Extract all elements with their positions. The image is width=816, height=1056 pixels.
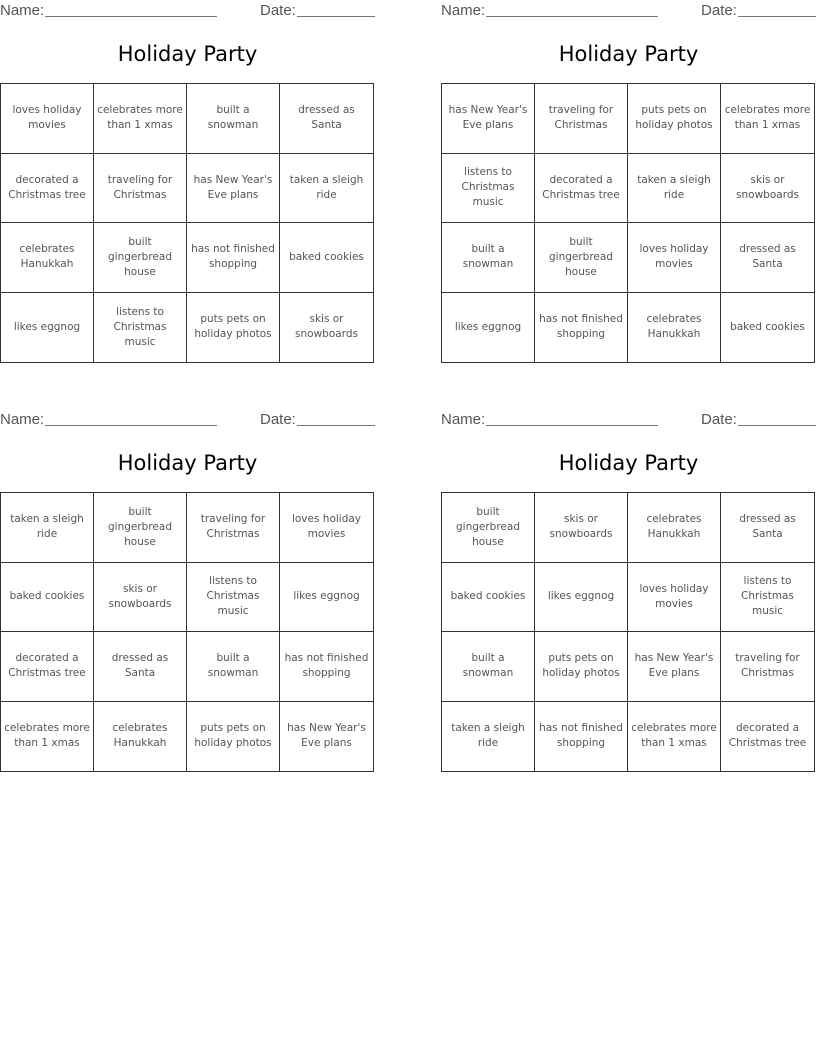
bingo-cell[interactable]: skis or snowboards — [295, 313, 358, 341]
bingo-cell[interactable]: taken a sleigh ride — [628, 154, 721, 224]
bingo-cell[interactable]: likes eggnog — [535, 563, 628, 633]
bingo-cell[interactable]: skis or snowboards — [94, 563, 187, 633]
name-label: Name: — [441, 411, 486, 428]
bingo-cell[interactable]: built a snowman — [442, 632, 535, 702]
bingo-cell[interactable]: has New Year's Eve plans — [442, 84, 535, 154]
bingo-grid — [441, 83, 815, 363]
bingo-cell[interactable]: decorated a Christmas tree — [1, 154, 94, 224]
bingo-card-1 — [0, 0, 375, 365]
bingo-cell[interactable]: skis or snowboards — [535, 493, 628, 563]
bingo-cell[interactable]: has New Year's Eve plans — [187, 154, 280, 224]
name-label: Name: — [0, 2, 45, 19]
date-label: Date: — [260, 411, 296, 428]
card-header — [441, 0, 816, 20]
bingo-cell[interactable]: has New Year's Eve plans — [628, 632, 721, 702]
name-label: Name: — [0, 411, 45, 428]
date-blank-line[interactable] — [738, 425, 816, 426]
bingo-cell[interactable]: traveling for Christmas — [187, 493, 280, 563]
bingo-cell[interactable]: dressed as Santa — [280, 84, 373, 154]
card-header — [0, 409, 375, 429]
bingo-cell[interactable]: decorated a Christmas tree — [535, 154, 628, 224]
bingo-cell[interactable]: built gingerbread house — [535, 223, 628, 293]
bingo-cell[interactable]: celebrates more than 1 xmas — [1, 702, 94, 772]
bingo-cell[interactable]: celebrates Hanukkah — [1, 223, 94, 293]
card-header — [441, 409, 816, 429]
bingo-cell[interactable]: baked cookies — [1, 563, 94, 633]
bingo-cell[interactable]: built gingerbread house — [94, 493, 187, 563]
bingo-cell[interactable]: celebrates more than 1 xmas — [628, 702, 721, 772]
bingo-cell[interactable]: listens to Christmas music — [721, 563, 814, 633]
bingo-cell[interactable]: loves holiday movies — [628, 563, 721, 633]
bingo-cell[interactable]: celebrates Hanukkah — [94, 702, 187, 772]
bingo-cell[interactable]: likes eggnog — [442, 293, 535, 363]
bingo-cell[interactable]: loves holiday movies — [628, 223, 721, 293]
date-label: Date: — [260, 2, 296, 19]
bingo-cell[interactable]: taken a sleigh ride — [280, 154, 373, 224]
bingo-cell[interactable]: built a snowman — [442, 223, 535, 293]
bingo-cell[interactable]: skis or snowboards — [721, 154, 814, 224]
bingo-cell[interactable]: puts pets on holiday photos — [535, 632, 628, 702]
bingo-cell[interactable]: listens to Christmas music — [94, 293, 187, 363]
bingo-cell[interactable]: likes eggnog — [280, 563, 373, 633]
date-blank-line[interactable] — [738, 16, 816, 17]
bingo-cell[interactable]: has not finished shopping — [280, 632, 373, 702]
bingo-cell[interactable]: celebrates Hanukkah — [628, 493, 721, 563]
bingo-cell[interactable]: likes eggnog — [1, 293, 94, 363]
bingo-cell[interactable]: baked cookies — [280, 223, 373, 293]
card-title: Holiday Party — [117, 42, 258, 66]
bingo-cell[interactable]: listens to Christmas music — [187, 563, 280, 633]
bingo-cell[interactable]: loves holiday movies — [1, 84, 94, 154]
card-title: Holiday Party — [117, 451, 258, 475]
bingo-grid — [441, 492, 815, 772]
bingo-cell[interactable]: built a snowman — [187, 632, 280, 702]
bingo-cell[interactable]: built gingerbread house — [94, 223, 187, 293]
bingo-cell[interactable]: puts pets on holiday photos — [628, 84, 721, 154]
bingo-cell[interactable]: decorated a Christmas tree — [728, 722, 807, 750]
bingo-cell[interactable]: traveling for Christmas — [535, 84, 628, 154]
bingo-cell[interactable]: dressed as Santa — [94, 632, 187, 702]
bingo-cell[interactable]: built gingerbread house — [442, 493, 535, 563]
bingo-cell[interactable]: traveling for Christmas — [94, 154, 187, 224]
bingo-grid — [0, 492, 374, 772]
bingo-cell[interactable]: listens to Christmas music — [442, 154, 535, 224]
bingo-cell[interactable]: decorated a Christmas tree — [1, 632, 94, 702]
bingo-cell[interactable]: has not finished shopping — [535, 293, 628, 363]
name-blank-line[interactable] — [45, 16, 217, 17]
card-title: Holiday Party — [558, 42, 699, 66]
bingo-cell[interactable]: has not finished shopping — [535, 702, 628, 772]
bingo-cell[interactable]: has New Year's Eve plans — [287, 722, 366, 750]
bingo-cell[interactable]: has not finished shopping — [187, 223, 280, 293]
bingo-cell[interactable]: celebrates Hanukkah — [628, 293, 721, 363]
name-blank-line[interactable] — [486, 16, 658, 17]
bingo-cell[interactable]: celebrates more than 1 xmas — [721, 84, 814, 154]
card-title: Holiday Party — [558, 451, 699, 475]
bingo-cell[interactable]: traveling for Christmas — [721, 632, 814, 702]
bingo-cell[interactable]: puts pets on holiday photos — [187, 293, 280, 363]
name-label: Name: — [441, 2, 486, 19]
bingo-cell[interactable]: celebrates more than 1 xmas — [94, 84, 187, 154]
bingo-cell[interactable]: dressed as Santa — [721, 493, 814, 563]
bingo-cell[interactable]: baked cookies — [442, 563, 535, 633]
bingo-cell[interactable]: baked cookies — [730, 320, 805, 333]
bingo-cell[interactable]: loves holiday movies — [280, 493, 373, 563]
bingo-cell[interactable]: taken a sleigh ride — [1, 493, 94, 563]
date-blank-line[interactable] — [297, 425, 375, 426]
bingo-cell[interactable]: dressed as Santa — [721, 223, 814, 293]
name-blank-line[interactable] — [45, 425, 217, 426]
bingo-grid — [0, 83, 374, 363]
bingo-cell[interactable]: built a snowman — [187, 84, 280, 154]
date-label: Date: — [701, 2, 737, 19]
name-blank-line[interactable] — [486, 425, 658, 426]
bingo-cell[interactable]: taken a sleigh ride — [442, 702, 535, 772]
date-blank-line[interactable] — [297, 16, 375, 17]
card-header — [0, 0, 375, 20]
bingo-card-2 — [441, 0, 816, 365]
bingo-card-4 — [441, 409, 816, 774]
bingo-cell[interactable]: puts pets on holiday photos — [187, 702, 280, 772]
date-label: Date: — [701, 411, 737, 428]
bingo-card-3 — [0, 409, 375, 774]
